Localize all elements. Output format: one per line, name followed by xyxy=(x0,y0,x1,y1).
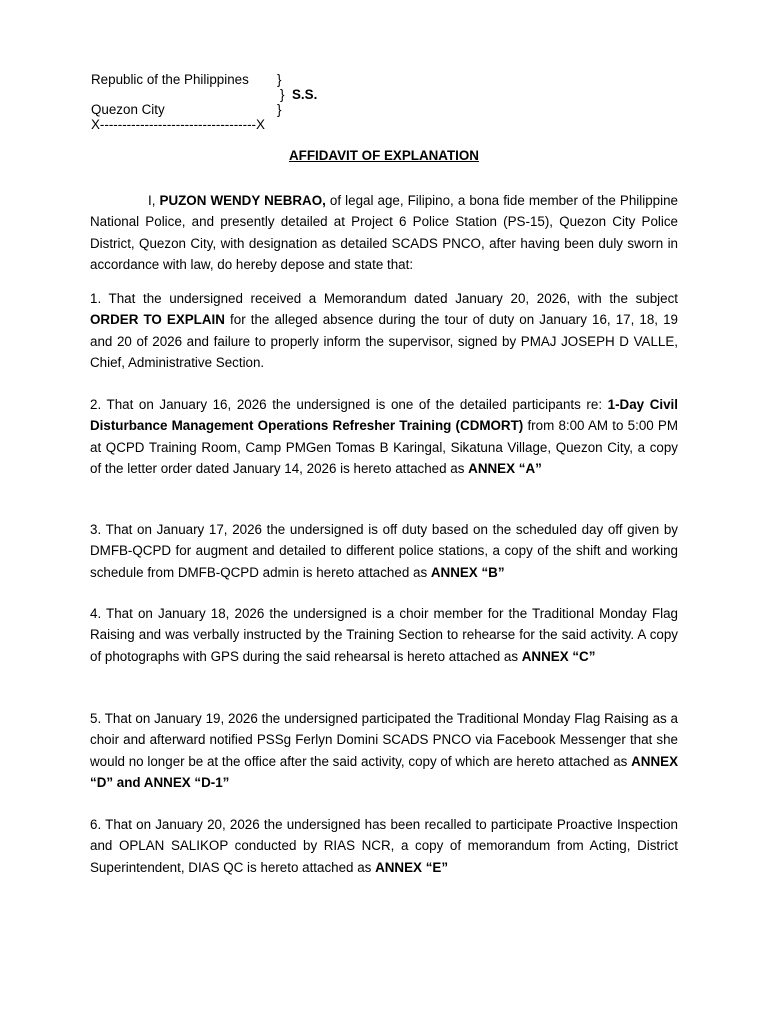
annex-c-label: ANNEX “C” xyxy=(521,648,596,664)
paragraph-text: 2. That on January 16, 2026 the undersigned is one of the detailed participants re: xyxy=(90,397,608,412)
intro-text: I, xyxy=(148,193,160,208)
intro-paragraph xyxy=(90,190,678,276)
annex-a-label: ANNEX “A” xyxy=(468,461,542,477)
venue-brace: } xyxy=(277,102,282,117)
paragraph-bold-text: 1-Day Civil Disturbance Management Operations Refresher Training (CDMORT) xyxy=(90,397,678,434)
paragraph-6 xyxy=(90,814,678,878)
venue-republic-text: Republic of the Philippines xyxy=(91,72,249,87)
paragraph-text: 3. That on January 17, 2026 the undersigned is off duty based on the scheduled day off given by DMFB-QCPD for augment and detailed to different police stations, a copy of the shift and working schedule from DMFB-QCPD admin is hereto attached as xyxy=(90,522,678,580)
venue-ss-label: S.S. xyxy=(292,87,318,102)
paragraph-bold-text: ORDER TO EXPLAIN xyxy=(90,312,225,328)
venue-line-city xyxy=(91,102,351,117)
paragraph-4 xyxy=(90,603,678,667)
paragraph-text: for the alleged absence during the tour of duty on January 16, 17, 18, 19 and 20 of 2026 and failure to properly inform the supervisor, signed by PMAJ JOSEPH D VALLE, Chief, Administrative Section. xyxy=(90,312,679,371)
annex-e-label: ANNEX “E” xyxy=(375,859,449,875)
paragraph-3 xyxy=(90,519,678,583)
venue-city-text: Quezon City xyxy=(91,102,165,117)
paragraph-5 xyxy=(90,708,678,794)
paragraph-text: 4. That on January 18, 2026 the undersigned is a choir member for the Traditional Monday Flag Raising and was verbally instructed by the Training Section to rehearse for the said activity. A copy of photographs with GPS during the said rehearsal is hereto attached as xyxy=(90,606,678,664)
paragraph-text: 1. That the undersigned received a Memorandum dated January 20, 2026, with the subject xyxy=(90,291,678,306)
venue-brace: } xyxy=(277,72,282,87)
paragraph-text: 6. That on January 20, 2026 the undersigned has been recalled to participate Proactive Inspection and OPLAN SALIKOP conducted by RIAS NCR, a copy of memorandum from Acting, District Superintendent, DIAS QC is hereto attached as xyxy=(90,817,678,875)
annex-d-label: ANNEX “D” and ANNEX “D-1” xyxy=(90,753,678,791)
venue-block xyxy=(91,72,351,132)
venue-line-ss xyxy=(91,87,351,102)
venue-line-republic xyxy=(91,72,351,87)
paragraph-text: from 8:00 AM to 5:00 PM at QCPD Training Room, Camp PMGen Tomas B Karingal, Sikatuna Village, Quezon City, a copy of the letter order dated January 14, 2026 is hereto attached as xyxy=(90,418,679,477)
venue-line-separator xyxy=(91,117,351,132)
document-title: AFFIDAVIT OF EXPLANATION xyxy=(289,148,479,163)
affiant-name: PUZON WENDY NEBRAO, xyxy=(159,193,326,208)
annex-b-label: ANNEX “B” xyxy=(430,564,505,580)
paragraph-2 xyxy=(90,394,678,480)
paragraph-text: 5. That on January 19, 2026 the undersigned participated the Traditional Monday Flag Raising as a choir and afterward notified PSSg Ferlyn Domini SCADS PNCO via Facebook Messenger that she would no longer be at the office after the said activity, copy of which are hereto attached as xyxy=(90,711,678,769)
intro-text: of legal age, Filipino, a bona fide member of the Philippine National Police, and presently detailed at Project 6 Police Station (PS-15), Quezon City Police District, Quezon City, with designation as detailed SCADS PNCO, after having been duly sworn in accordance with law, do hereby depose and state that: xyxy=(90,193,678,273)
venue-brace: } xyxy=(280,87,285,102)
venue-separator: X-----------------------------------X xyxy=(91,117,265,132)
paragraph-1 xyxy=(90,288,678,374)
